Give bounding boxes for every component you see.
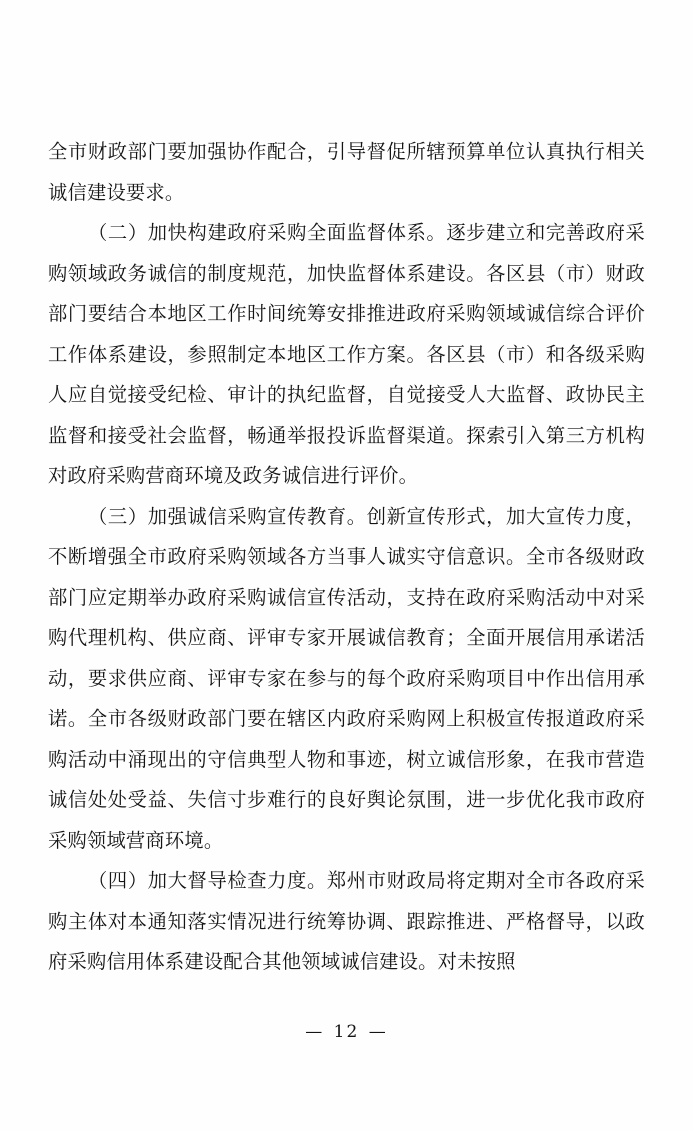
page-footer [0,1022,693,1042]
paragraph-1: 全市财政部门要加强协作配合，引导督促所辖预算单位认真执行相关诚信建设要求。 [48,140,645,204]
paragraph-2: （二）加快构建政府采购全面监督体系。逐步建立和完善政府采购领域政务诚信的制度规范，加快监督体系建设。各区县（市）财政部门要结合本地区工作时间统筹安排推进政府采购领域诚信综合评价工作体系建设，参照制定本地区工作方案。各区县（市）和各级采购人应自觉接受纪检、审计的执纪监督，自觉接受人大监督、政协民主监督和接受社会监督，畅通举报投诉监督渠道。探索引入第三方机构对政府采购营商环境及政务诚信进行评价。 [48,221,645,487]
paragraph-3: （三）加强诚信采购宣传教育。创新宣传形式，加大宣传力度，不断增强全市政府采购领域各方当事人诚实守信意识。全市各级财政部门应定期举办政府采购诚信宣传活动，支持在政府采购活动中对采购代理机构、供应商、评审专家开展诚信教育；全面开展信用承诺活动，要求供应商、评审专家在参与的每个政府采购项目中作出信用承诺。全市各级财政部门要在辖区内政府采购网上积极宣传报道政府采购活动中涌现出的守信典型人物和事迹，树立诚信形象，在我市营造诚信处处受益、失信寸步难行的良好舆论氛围，进一步优化我市政府采购领域营商环境。 [48,504,645,852]
footer-dash-right: — [368,1022,388,1042]
paragraph-4: （四）加大督导检查力度。郑州市财政局将定期对全市各政府采购主体对本通知落实情况进行统筹协调、跟踪推进、严格督导，以政府采购信用体系建设配合其他领域诚信建设。对未按照 [48,869,645,973]
document-body [48,132,645,983]
footer-dash-left: — [305,1022,325,1042]
page-number: 12 [333,1022,360,1042]
